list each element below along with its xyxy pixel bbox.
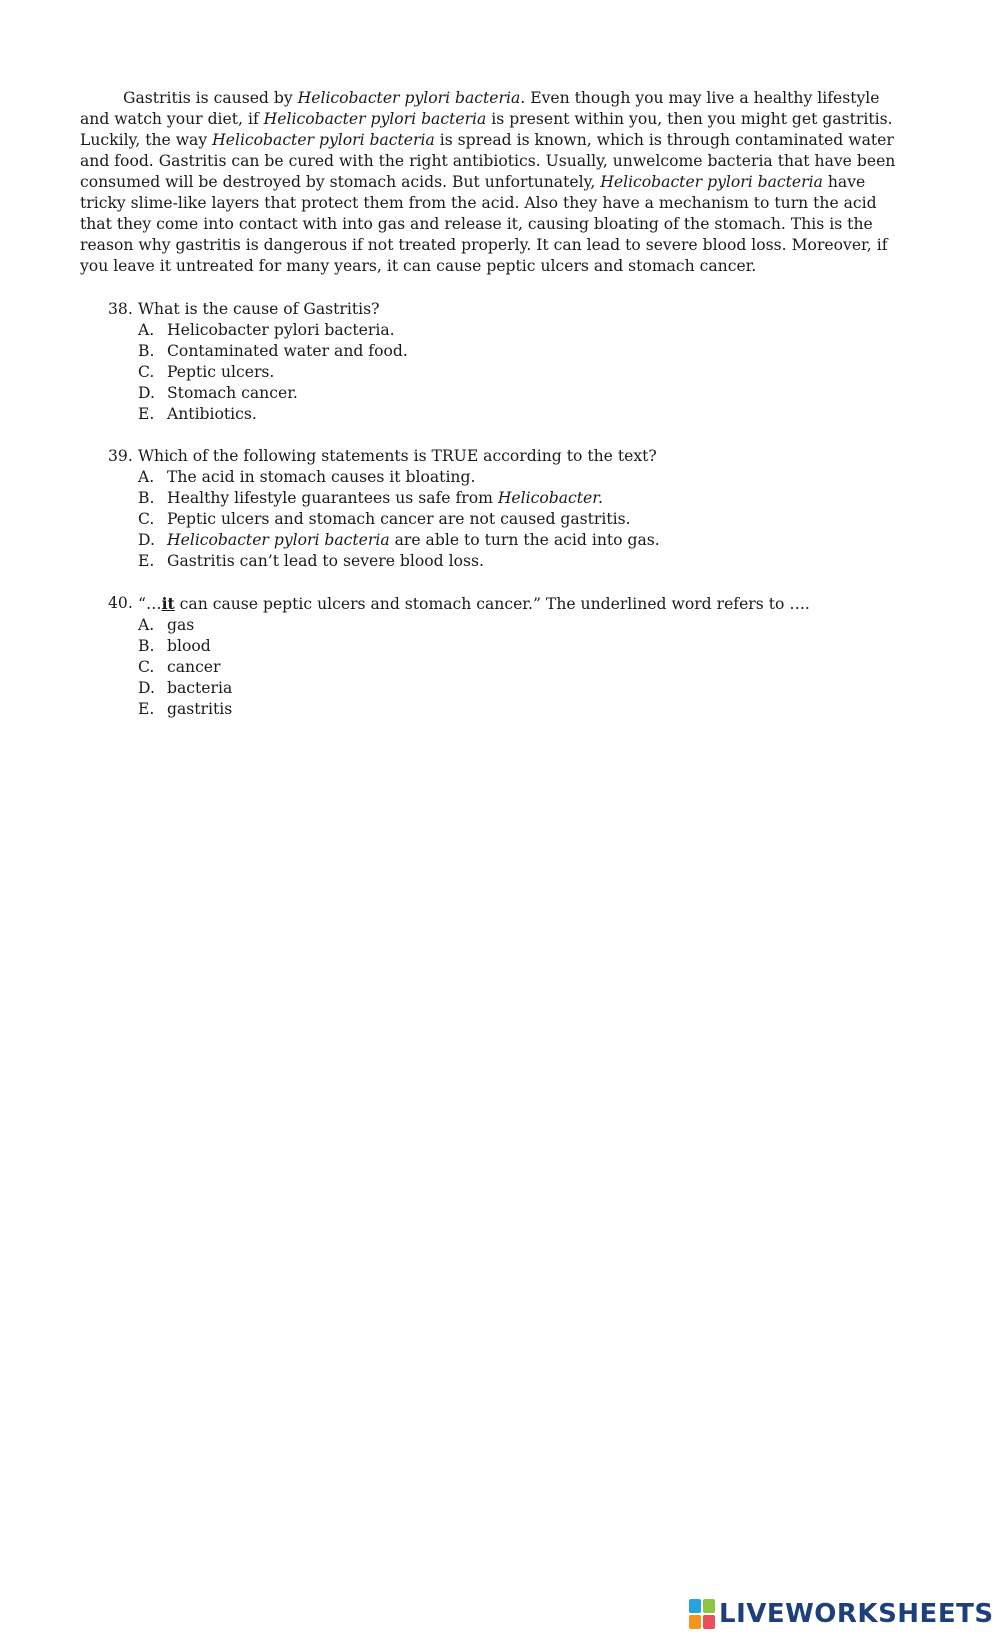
question-text bbox=[138, 593, 810, 615]
answer-options bbox=[108, 467, 908, 572]
option-text bbox=[167, 530, 660, 551]
answer-option[interactable] bbox=[138, 551, 908, 572]
brand-name: LIVEWORKSHEETS bbox=[719, 1599, 994, 1629]
question-stem bbox=[108, 446, 908, 467]
answer-option[interactable] bbox=[138, 657, 908, 678]
passage-segment: have tricky slime-like layers that protect them from the acid. Also they have a mechanism to turn the acid that they come into contact with into gas and release it, causing bloating of the stomach. This is the reason why gastritis is dangerous if not treated properly. It can lead to severe blood loss. Moreover, if you leave it untreated for many years, it can cause peptic ulcers and stomach cancer. bbox=[80, 173, 888, 275]
option-text: bacteria bbox=[167, 679, 233, 697]
answer-option[interactable] bbox=[138, 404, 908, 425]
option-text: cancer bbox=[167, 658, 221, 676]
answer-option[interactable] bbox=[138, 362, 908, 383]
answer-option[interactable] bbox=[138, 509, 908, 530]
question-text-part: What is the cause of Gastritis? bbox=[138, 300, 380, 318]
underlined-word: it bbox=[161, 594, 175, 613]
reading-passage bbox=[80, 88, 902, 277]
option-text: The acid in stomach causes it bloating. bbox=[167, 468, 476, 486]
option-letter: B. bbox=[138, 489, 155, 507]
option-letter: D. bbox=[138, 679, 155, 697]
passage-segment-italic: Helicobacter pylori bacteria bbox=[600, 173, 823, 191]
option-text: Contaminated water and food. bbox=[167, 342, 408, 360]
answer-option[interactable] bbox=[138, 678, 908, 699]
answer-option[interactable] bbox=[138, 467, 908, 488]
option-letter: D. bbox=[138, 384, 155, 402]
passage-segment-italic: Helicobacter pylori bacteria bbox=[263, 110, 487, 128]
option-text bbox=[167, 488, 603, 509]
logo-square-orange bbox=[689, 1615, 701, 1629]
option-letter: C. bbox=[138, 363, 155, 381]
question-text-part: Which of the following statements is TRUE according to the text? bbox=[138, 447, 657, 465]
question-stem bbox=[108, 593, 908, 615]
answer-option[interactable] bbox=[138, 615, 908, 636]
option-text-italic: Helicobacter pylori bacteria bbox=[167, 531, 390, 549]
option-letter: E. bbox=[138, 700, 155, 718]
option-text: Gastritis can’t lead to severe blood loss. bbox=[167, 552, 484, 570]
answer-option[interactable] bbox=[138, 699, 908, 720]
option-letter: E. bbox=[138, 552, 155, 570]
option-text: Stomach cancer. bbox=[167, 384, 298, 402]
option-text: Peptic ulcers and stomach cancer are not caused gastritis. bbox=[167, 510, 631, 528]
answer-option[interactable] bbox=[138, 383, 908, 404]
answer-options bbox=[108, 320, 908, 425]
option-text: gastritis bbox=[167, 700, 233, 718]
option-letter: A. bbox=[138, 616, 155, 634]
logo-square-green bbox=[703, 1599, 715, 1613]
passage-segment-italic: Helicobacter pylori bacteria bbox=[297, 89, 521, 107]
option-text-part: Healthy lifestyle guarantees us safe from bbox=[167, 489, 498, 507]
liveworksheets-brand bbox=[689, 1594, 994, 1634]
option-letter: A. bbox=[138, 321, 155, 339]
option-letter: C. bbox=[138, 510, 155, 528]
option-text-part: are able to turn the acid into gas. bbox=[389, 531, 660, 549]
option-letter: E. bbox=[138, 405, 155, 423]
option-text: Peptic ulcers. bbox=[167, 363, 275, 381]
question-number: 39. bbox=[108, 447, 133, 465]
option-text: gas bbox=[167, 616, 195, 634]
passage-segment-italic: Helicobacter pylori bacteria bbox=[212, 131, 435, 149]
answer-options bbox=[108, 615, 908, 720]
passage-segment: . Even though you may live a healthy lifestyle and watch your diet, if bbox=[80, 89, 880, 128]
option-letter: C. bbox=[138, 658, 155, 676]
answer-option[interactable] bbox=[138, 341, 908, 362]
question-number: 38. bbox=[108, 300, 133, 318]
passage-segment: Gastritis is caused by bbox=[123, 89, 298, 107]
logo-square-red bbox=[703, 1615, 715, 1629]
option-letter: B. bbox=[138, 342, 155, 360]
option-text: Antibiotics. bbox=[167, 405, 257, 423]
passage-segment: is spread is known, which is through contaminated water and food. Gastritis can be cured with the right antibiotics. Usually, unwelcome bacteria that have been consumed will be destroyed by stomach acids. But unfortunately, bbox=[80, 131, 896, 191]
answer-option[interactable] bbox=[138, 320, 908, 341]
question-text bbox=[138, 446, 657, 467]
option-letter: A. bbox=[138, 468, 155, 486]
answer-option[interactable] bbox=[138, 636, 908, 657]
question-text-part: “… bbox=[138, 595, 162, 613]
question-38 bbox=[108, 299, 908, 425]
question-text bbox=[138, 299, 380, 320]
option-letter: B. bbox=[138, 637, 155, 655]
logo-square-blue bbox=[689, 1599, 701, 1613]
passage-segment: is present within you, then you might get gastritis. Luckily, the way bbox=[80, 110, 893, 149]
option-text: blood bbox=[167, 637, 211, 655]
question-39 bbox=[108, 446, 908, 572]
question-text-part: can cause peptic ulcers and stomach cancer.” The underlined word refers to …. bbox=[174, 595, 810, 613]
option-letter: D. bbox=[138, 531, 155, 549]
option-text: Helicobacter pylori bacteria. bbox=[167, 321, 395, 339]
option-text-italic: Helicobacter. bbox=[497, 489, 603, 507]
answer-option[interactable] bbox=[138, 488, 908, 509]
question-number: 40. bbox=[108, 594, 133, 612]
answer-option[interactable] bbox=[138, 530, 908, 551]
liveworksheets-logo-icon bbox=[689, 1599, 715, 1629]
question-stem bbox=[108, 299, 908, 320]
question-40 bbox=[108, 593, 908, 720]
